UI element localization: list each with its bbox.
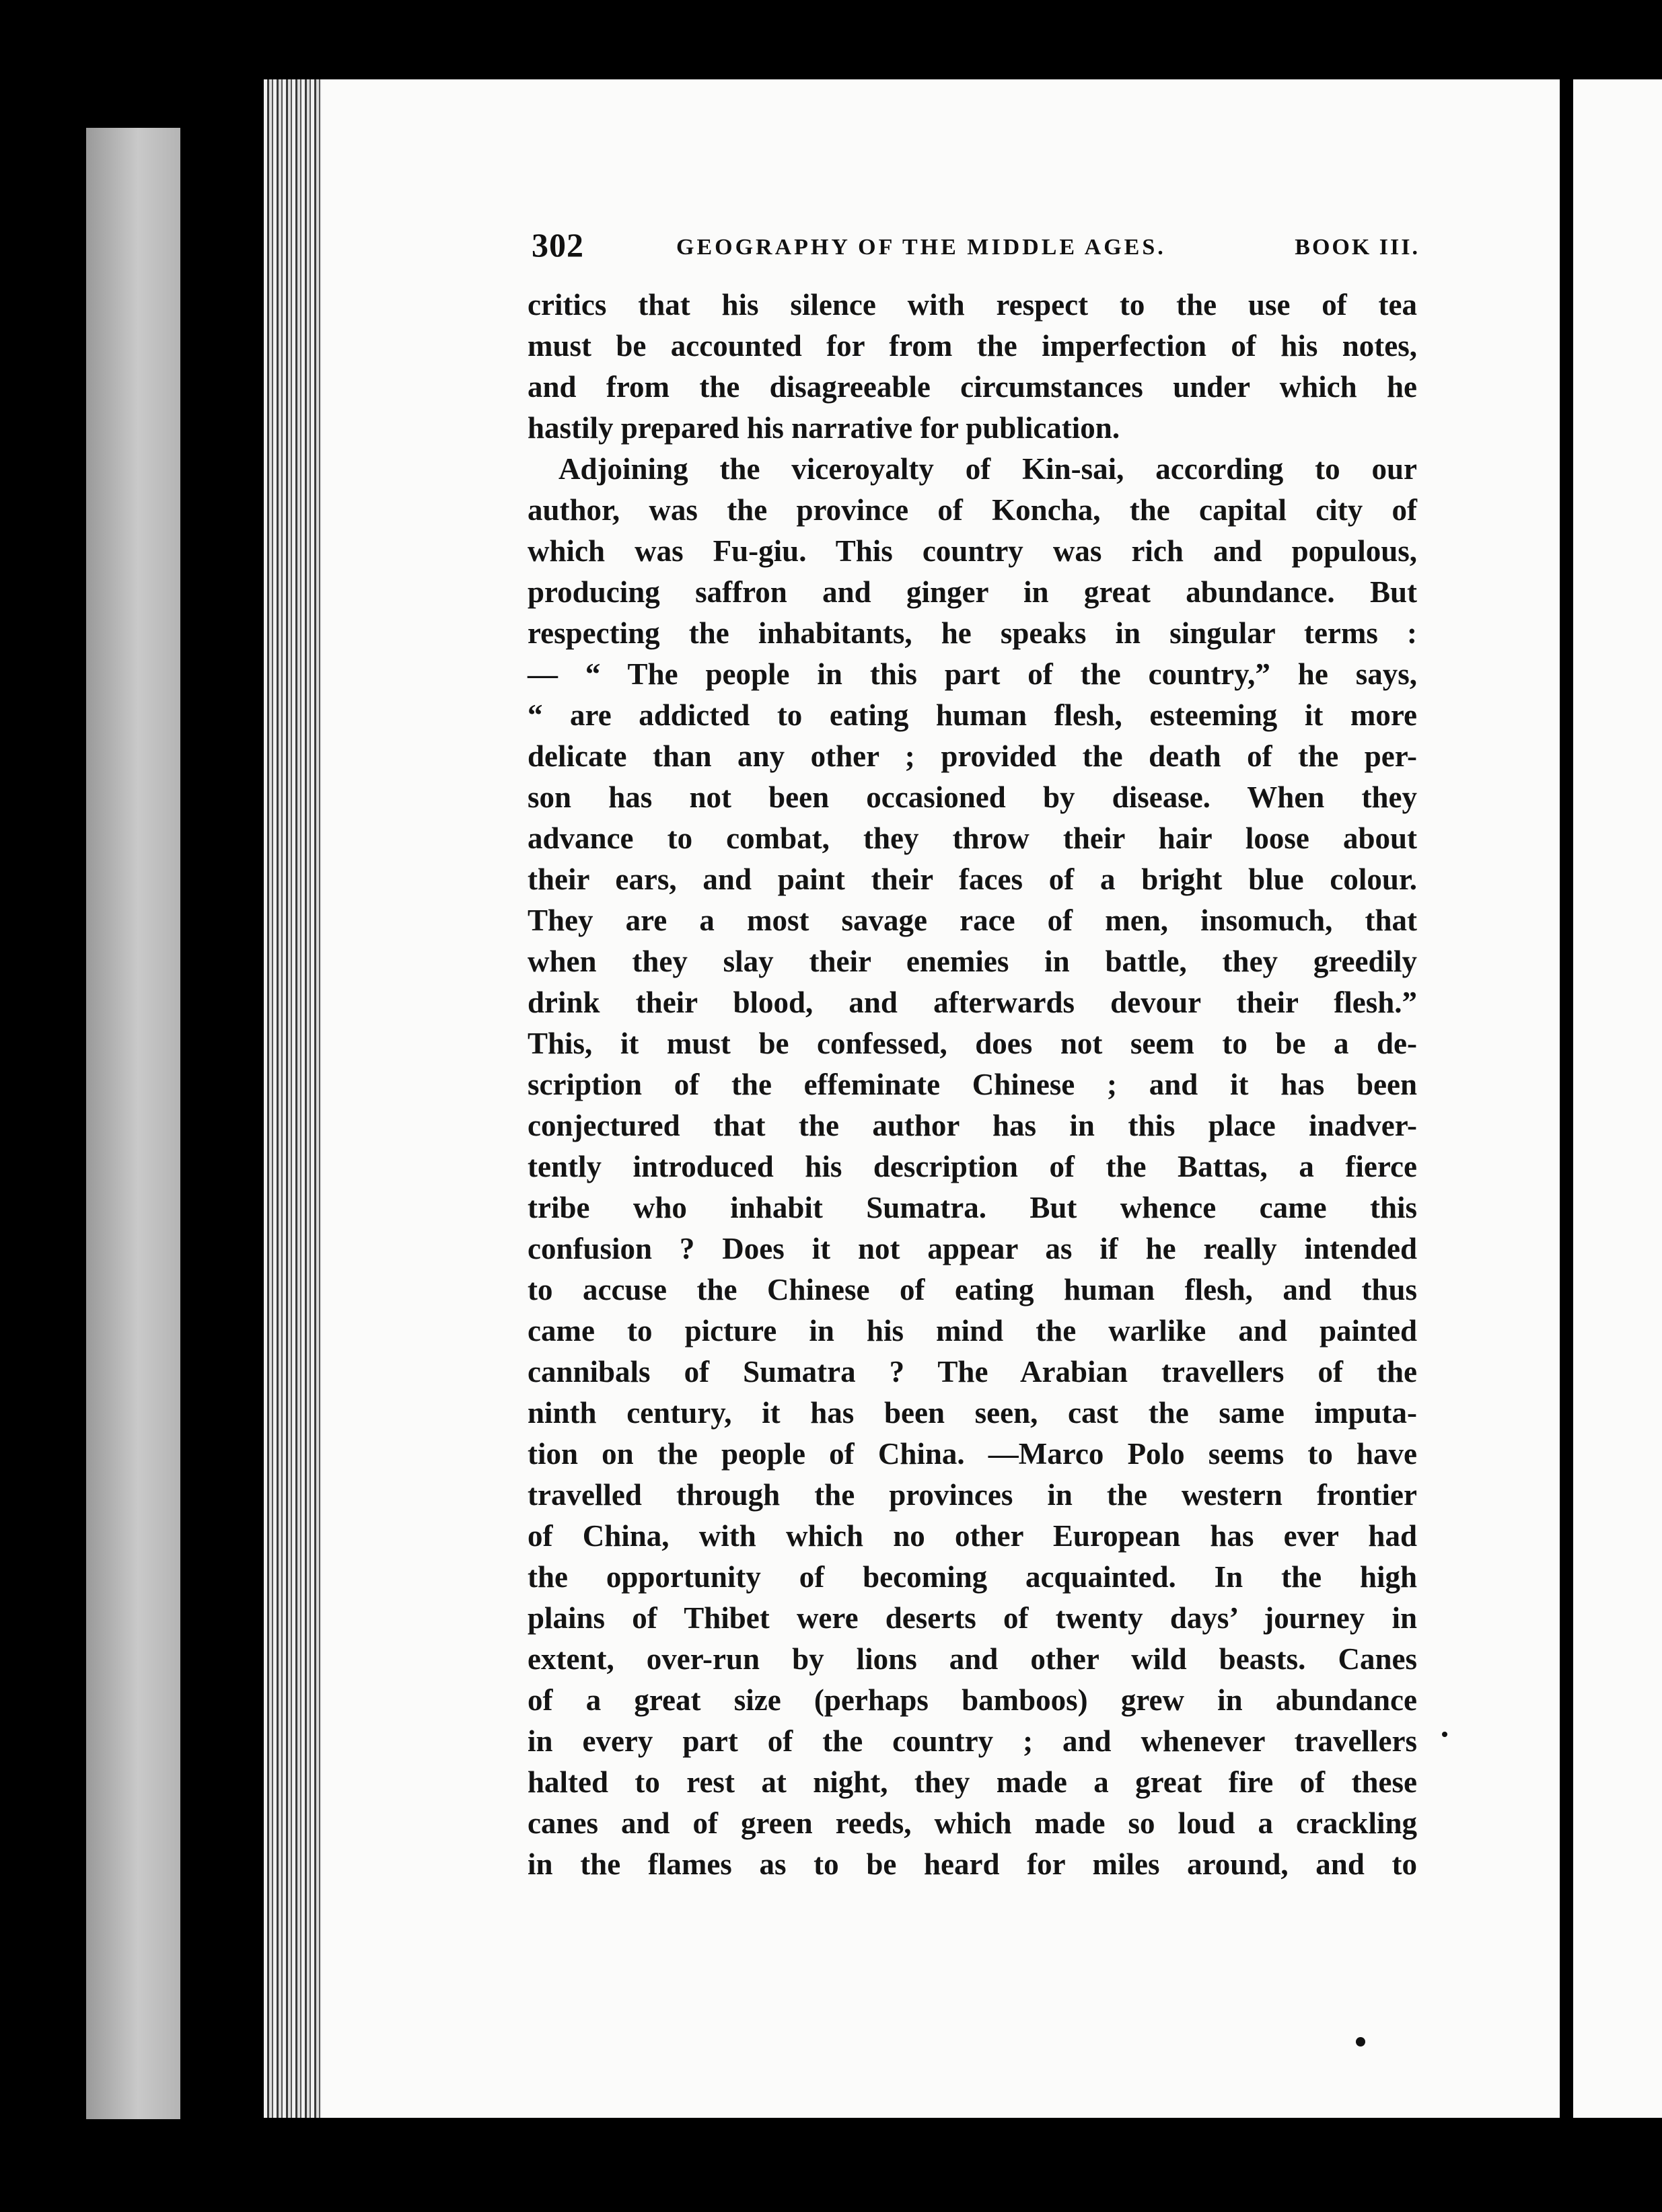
text-line: cannibals of Sumatra ? The Arabian travellers of the	[528, 1355, 1417, 1389]
text-line: canes and of green reeds, which made so loud a crackling	[528, 1806, 1417, 1840]
text-line: to accuse the Chinese of eating human flesh, and thus	[528, 1273, 1417, 1306]
text-line: in the flames as to be heard for miles around, and to	[528, 1847, 1417, 1881]
text-line: in every part of the country ; and whenever travellers	[528, 1724, 1417, 1758]
page-stack-edges	[264, 79, 324, 2118]
text-line: — “ The people in this part of the country,” he says,	[528, 657, 1417, 691]
text-line: Adjoining the viceroyalty of Kin-sai, according to our	[558, 452, 1417, 486]
text-line: when they slay their enemies in battle, they greedily	[528, 945, 1417, 978]
text-line: their ears, and paint their faces of a bright blue colour.	[528, 862, 1417, 896]
text-line: They are a most savage race of men, insomuch, that	[528, 904, 1417, 937]
text-line: critics that his silence with respect to the use of tea	[528, 288, 1417, 322]
text-line: which was Fu-giu. This country was rich and populous,	[528, 534, 1417, 568]
text-line: advance to combat, they throw their hair loose about	[528, 821, 1417, 855]
text-line: This, it must be confessed, does not seem to be a de-	[528, 1027, 1417, 1060]
text-line: drink their blood, and afterwards devour their flesh.”	[528, 986, 1417, 1019]
text-line: came to picture in his mind the warlike and painted	[528, 1314, 1417, 1348]
text-line: respecting the inhabitants, he speaks in singular terms :	[528, 616, 1417, 650]
previous-page-edge	[86, 128, 180, 2119]
text-line: of a great size (perhaps bamboos) grew in abundance	[528, 1683, 1417, 1717]
text-line: and from the disagreeable circumstances under which he	[528, 370, 1417, 404]
text-line: conjectured that the author has in this place inadver-	[528, 1109, 1417, 1142]
text-line: tently introduced his description of the Battas, a fierce	[528, 1150, 1417, 1183]
text-line: halted to rest at night, they made a great fire of these	[528, 1765, 1417, 1799]
running-head-title: GEOGRAPHY OF THE MIDDLE AGES.	[676, 235, 1166, 260]
running-head	[532, 225, 1420, 266]
body-text	[528, 285, 1417, 1885]
text-line: son has not been occasioned by disease. When they	[528, 780, 1417, 814]
text-line: must be accounted for from the imperfection of his notes,	[528, 329, 1417, 363]
text-line: scription of the effeminate Chinese ; and it has been	[528, 1068, 1417, 1101]
text-line: travelled through the provinces in the western frontier	[528, 1478, 1417, 1512]
ink-speck	[1356, 2037, 1365, 2047]
text-line: extent, over-run by lions and other wild beasts. Canes	[528, 1642, 1417, 1676]
text-line: producing saffron and ginger in great abundance. But	[528, 575, 1417, 609]
page-number: 302	[532, 226, 584, 264]
text-line: tribe who inhabit Sumatra. But whence came this	[528, 1191, 1417, 1224]
text-line: hastily prepared his narrative for publication.	[528, 411, 1120, 445]
running-head-book: BOOK III.	[1295, 235, 1420, 260]
text-line: author, was the province of Koncha, the capital city of	[528, 493, 1417, 527]
text-line: of China, with which no other European has ever had	[528, 1519, 1417, 1553]
text-line: the opportunity of becoming acquainted. In the high	[528, 1560, 1417, 1594]
text-line: tion on the people of China. —Marco Polo seems to have	[528, 1437, 1417, 1471]
ink-speck	[1442, 1732, 1447, 1737]
text-line: confusion ? Does it not appear as if he really intended	[528, 1232, 1417, 1265]
text-line: “ are addicted to eating human flesh, esteeming it more	[528, 698, 1417, 732]
next-page-edge	[1573, 79, 1662, 2118]
text-line: delicate than any other ; provided the death of the per-	[528, 739, 1417, 773]
text-line: ninth century, it has been seen, cast the same imputa-	[528, 1396, 1417, 1430]
text-line: plains of Thibet were deserts of twenty days’ journey in	[528, 1601, 1417, 1635]
